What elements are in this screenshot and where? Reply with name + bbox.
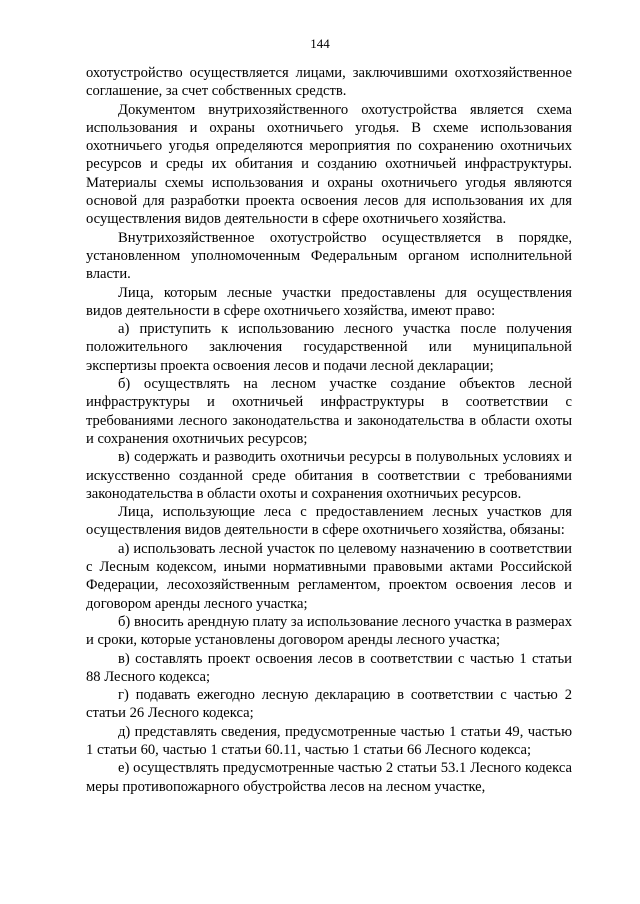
paragraph-continuation: охотустройство осуществляется лицами, заключившими охотхозяйственное соглашение, за счет собственных средств.: [86, 65, 572, 100]
list-item-duty-b: б) вносить арендную плату за использование лесного участка в размерах и сроки, которые установлены договором аренды лесного участка;: [86, 613, 572, 649]
list-item-duty-f: е) осуществлять предусмотренные частью 2 статьи 53.1 Лесного кодекса меры противопожарного обустройства лесов на лесном участке,: [86, 760, 572, 795]
paragraph-rights-intro: Лица, которым лесные участки предоставлены для осуществления видов деятельности в сфере охотничьего хозяйства, имеют право:: [86, 284, 572, 319]
list-item-duty-e: д) представлять сведения, предусмотренные частью 1 статьи 49, частью 1 статьи 60, частью 1 статьи 60.11, частью 1 статьи 66 Лесного кодекса;: [86, 723, 572, 758]
list-item-right-a: а) приступить к использованию лесного участка после получения положительного заключения государственной или муниципальной экспертизы проекта освоения лесов и подачи лесной декларации;: [86, 321, 572, 374]
document-body: [86, 64, 572, 796]
list-item-duty-a: а) использовать лесной участок по целевому назначению в соответствии с Лесным кодексом, иными нормативными правовыми актами Российской Федерации, лесохозяйственным регламентом, проектом освоения лесов и договором аренды лесного участка;: [86, 540, 572, 612]
paragraph-scheme-document: Документом внутрихозяйственного охотустройства является схема использования и охраны охотничьего угодья. В схеме использования охотничьего угодья определяются мероприятия по сохранению охотничьих ресурсов и среды их обитания и созданию охотничьей инфраструктуры. Материалы схемы использования и охраны охотничьего угодья являются основой для разработки проекта освоения лесов для использования их для осуществления видов деятельности в сфере охотничьего хозяйства.: [86, 101, 572, 228]
list-item-right-c: в) содержать и разводить охотничьи ресурсы в полувольных условиях и искусственно созданной среде обитания в соответствии с требованиями законодательства в области охоты и сохранения охотничьих ресурсов.: [86, 449, 572, 502]
paragraph-obligations-intro: Лица, использующие леса с предоставлением лесных участков для осуществления видов деятельности в сфере охотничьего хозяйства, обязаны:: [86, 504, 572, 539]
page-number: 144: [310, 36, 330, 51]
list-item-duty-c: в) составлять проект освоения лесов в соответствии с частью 1 статьи 88 Лесного кодекса;: [86, 650, 572, 685]
paragraph-procedure: Внутрихозяйственное охотустройство осуществляется в порядке, установленном уполномоченным Федеральным органом исполнительной власти.: [86, 229, 572, 283]
list-item-right-b: б) осуществлять на лесном участке создание объектов лесной инфраструктуры и охотничьей инфраструктуры в соответствии с требованиями лесного законодательства и законодательства в области охоты и сохранения охотничьих ресурсов;: [86, 376, 572, 447]
list-item-duty-d: г) подавать ежегодно лесную декларацию в соответствии с частью 2 статьи 26 Лесного кодекса;: [86, 687, 572, 722]
